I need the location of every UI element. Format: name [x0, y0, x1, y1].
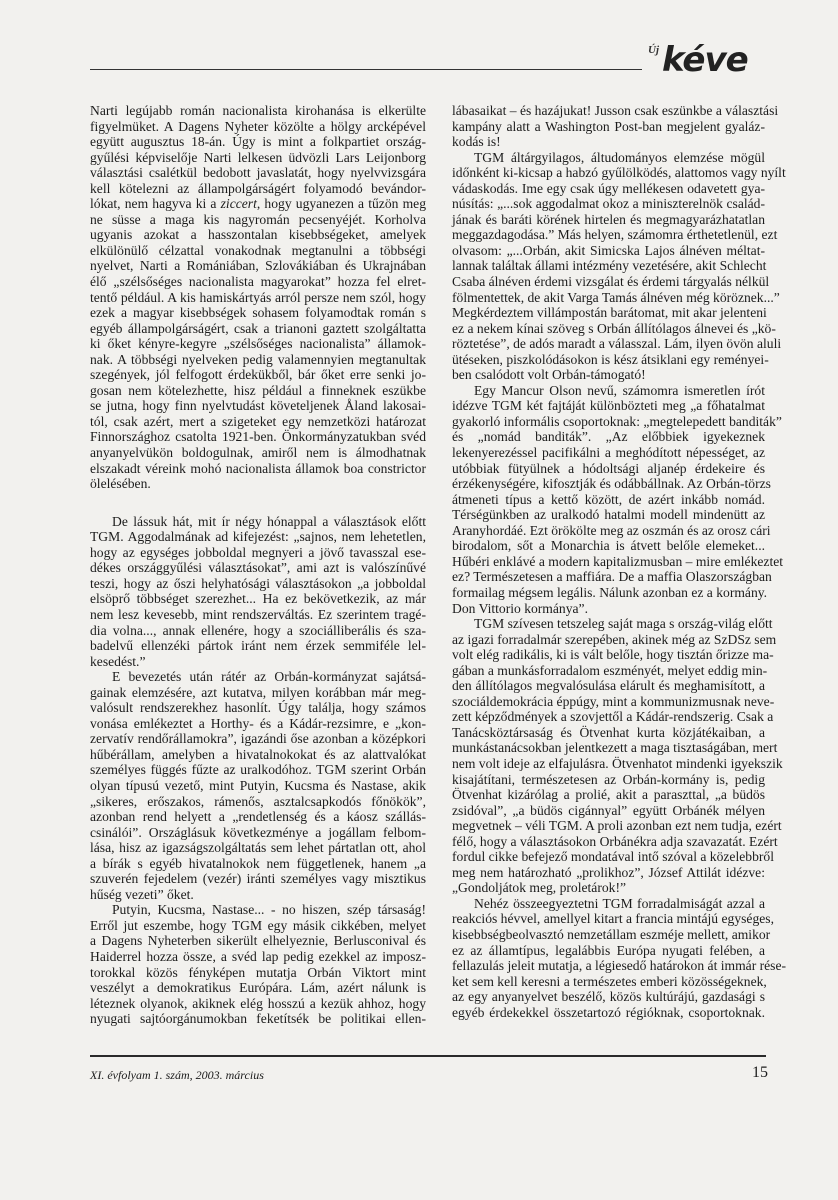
- paragraph: [452, 895, 787, 1020]
- text-line: Nehéz összeegyeztetni TGM forradalmiságát azzal a: [474, 895, 765, 911]
- text-line: gyakorló informális csoportoknak: „megtelepedett banditák”: [452, 413, 782, 429]
- text-segment: lókat, nem hagyva ki a: [90, 196, 221, 212]
- paragraph-gap: [90, 492, 426, 514]
- text-line: csinálói”. Országlásuk következménye a jogállam felbom-: [90, 824, 426, 840]
- text-line: anyanyelvükön boldogulnak, amiről nem is álmodhatnak: [90, 445, 426, 461]
- right-column: [452, 103, 787, 1020]
- text-line: se jutna, hogy finn nyelvtudást követeljenek Åland lakosai-: [90, 398, 426, 414]
- text-line: Don Vittorio kormánya”.: [452, 600, 588, 616]
- text-line: vonása emlékeztet a Horthy- és a Kádár-rezsimre, e „kon-: [90, 715, 426, 731]
- magazine-logo: [648, 40, 768, 80]
- text-line: kisebbségbeolvasztó nemzetállam eszméje mellett, amikor: [452, 926, 771, 942]
- text-line: lábasaikat – és hazájukat! Jusson csak eszünkbe a választási: [452, 103, 779, 118]
- text-line: elkülönülő célzattal vonakodnak megtanulni a többségi: [90, 242, 426, 258]
- text-line: időnként ki-kicsap a habzó gyűlölködés, alattomos vagy nyílt: [452, 165, 786, 181]
- text-line: ben csalódott volt Orbán-támogató!: [452, 367, 646, 383]
- text-line: ez a nekem kínai szöveg s Orbán állítólagos álnevei és „kö-: [452, 320, 776, 336]
- text-line: Finnországhoz csatolta 1921-ben. Önkormányzatukban svéd: [90, 429, 426, 445]
- text-line: szociáldemokrácia éppúgy, mint a kommunizmusnak neve-: [452, 693, 775, 709]
- logo-prefix: Új: [648, 44, 659, 56]
- paragraph: [90, 902, 426, 1026]
- paragraph: [452, 149, 786, 383]
- text-line: Narti legújabb román nacionalista kirohanása is elkerülte: [90, 103, 426, 118]
- text-line: jának és baráti körének hirtelen és megmagyarázhatatlan: [452, 211, 765, 227]
- text-line: E bevezetés után rátér az Orbán-kormányzat sajátsá-: [112, 669, 426, 685]
- text-line: reakciós hévvel, amellyel kitart a francia mintájú egységes,: [452, 911, 774, 927]
- text-line: tól, csak azért, mert a szigeteket egy nemzetközi határozat: [90, 413, 426, 429]
- text-line: kell kötelezni az állampolgárságért folyamodó bevándor-: [90, 180, 426, 196]
- text-line: lekenyerezéssel pacifikálni a meghódított népességet, az: [452, 445, 765, 461]
- text-line: meggazdagodása.” Más helyen, számomra érthetetlenül, ezt: [452, 227, 778, 243]
- paragraph: [90, 514, 426, 669]
- text-line: Erről jut eszembe, hogy TGM egy másik cikkében, melyet: [90, 917, 426, 933]
- text-line: ki őket kényre-kegyre „szélsőséges nacionalista” államok-: [90, 336, 426, 352]
- text-line: zsidóval”, „a büdös cigánnyal” együtt Orbánék mélyen: [452, 802, 765, 818]
- logo-title: kéve: [662, 40, 748, 80]
- text-line: egyéb állampolgárságért, csak a trianoni gaztett szolgáltatta: [90, 320, 426, 336]
- footer-rule: [90, 1055, 766, 1057]
- text-line: volt elég radikális, ki is vált belőle, hogy tisztán őrizze ma-: [452, 647, 774, 663]
- text-line: formailag mégsem legális. Nálunk azonban ez a kormány.: [452, 584, 768, 600]
- text-line: zett képződmények a szovjettől a Kádár-rendszerig. Csak a: [452, 709, 774, 725]
- paragraph: [452, 616, 783, 896]
- text-line: Hűbéri enklávé a modern kapitalizmusban – mire emlékeztet: [452, 553, 784, 569]
- text-line: átmeneti típus a kettő között, de azért inkább nomád.: [452, 491, 765, 507]
- text-line: kampány alatt a Washington Post-ban megjelent gyaláz-: [452, 118, 765, 134]
- text-line: utóbbiak fütyülnek a hódoltsági aljanép érdekeire és: [452, 460, 765, 476]
- text-line: „sikeres, erőszakos, rámenős, asztalcsapkodós főnökök”,: [90, 793, 426, 809]
- text-line: kodás is!: [452, 134, 501, 150]
- header-rule: [90, 69, 642, 70]
- text-line: De lássuk hát, mit ír négy hónappal a választások előtt: [112, 513, 426, 529]
- text-line: érzékenységére, kifosztják és odábbállnak. Az Orbán-törzs: [452, 476, 771, 492]
- text-line: [90, 196, 426, 212]
- text-line: elszakadt véreink mohó nacionalista államok boa constrictor: [90, 460, 426, 476]
- text-line: Megkérdeztem villámpostán barátomat, mit akar jelenteni: [452, 305, 767, 321]
- paragraph: [452, 382, 784, 616]
- text-line: megvetnek – véli TGM. A proli azonban ezt nem tudja, ezért: [452, 818, 782, 834]
- text-line: torokkal közös fényképen mutatja Orbán Viktort mint: [90, 964, 426, 980]
- text-line: Egy Mancur Olson nevű, számomra ismeretlen írót: [474, 382, 765, 398]
- text-line: TGM. Aggodalmának ad kifejezést: „sajnos, nem lehetetlen,: [90, 529, 426, 545]
- text-line: fölmentettek, de akit Varga Tamás álnéven még köröznek...”: [452, 289, 780, 305]
- text-line: den állítólagos megvalósulása elárult és meghamisított, a: [452, 678, 765, 694]
- text-line: gában a munkásforradalom eszményét, melyet eddig min-: [452, 662, 768, 678]
- text-line: hűség vezeti” őket.: [90, 886, 194, 902]
- text-line: és „nomád banditák”. „Az előbbiek igyekeznek: [452, 429, 765, 445]
- text-segment: , hogy ugyanezen a tűzön meg: [256, 196, 426, 212]
- text-line: szegények, jól felfogott érdekükből, bár őket erre senki jo-: [90, 367, 426, 383]
- text-line: nem volt ideje az elfajulásra. Ötvenhatot mindenki igyekszik: [452, 755, 783, 771]
- text-line: kisajátítani, természetesen az Orbán-kormány is, pedig: [452, 771, 765, 787]
- text-line: zervatív rendőrállamokra”, igazándi őse azonban a középkori: [90, 731, 426, 747]
- text-line: tentő például. A kis hamiskártyás arról persze nem szól, hogy: [90, 289, 426, 305]
- text-line: hogy az egységes jobboldal megnyeri a jövő tavasszal ese-: [90, 544, 426, 560]
- text-line: gyűlési képviselője Narti lelkesen üdvözli Lars Leijonborg: [90, 149, 426, 165]
- text-line: Haiderrel hozza össze, a svéd lap pedig ezekkel az imposz-: [90, 948, 426, 964]
- text-line: lása, hisz az igazságszolgáltatás sem lehet pártatlan ott, ahol: [90, 840, 426, 856]
- text-line: meg nem határozható „prolikhoz”, József Attilát idézve:: [452, 864, 765, 880]
- text-line: léteznek olyanok, akiknek elég hosszú a kezük ahhoz, hogy: [90, 995, 426, 1011]
- text-line: ütéseken, piszkolódásokon is kész átsiklani egy reményei-: [452, 351, 769, 367]
- text-line: gosan nem kötelezhette, hisz például a finneknek eszükbe: [90, 382, 426, 398]
- issue-info: XI. évfolyam 1. szám, 2003. március: [90, 1068, 264, 1082]
- text-line: TGM szívesen tetszeleg saját maga s ország-világ előtt: [474, 616, 773, 632]
- text-line: veszélyt a demokratikus Európára. Lám, azért nálunk is: [90, 980, 426, 996]
- text-line: azonban rend helyett a „rendetlenség és a káosz szállás-: [90, 809, 426, 825]
- text-line: a Dagens Nyheterben sikerült elhelyeznie, Berlusconival és: [90, 933, 426, 949]
- text-line: nak. A többségi nyelveken pedig valamennyien megtanultak: [90, 351, 426, 367]
- text-line: Aranyhordáé. Ezt örökölte meg az oszmán és az orosz cári: [452, 522, 771, 538]
- text-line: ez az államtípus, legalábbis Európa nyugati felében, a: [452, 942, 765, 958]
- emphasized-word: ziccert: [220, 196, 257, 212]
- text-line: nyugati sajtóorgánumokban feketítsék be politikai ellen-: [90, 1011, 426, 1027]
- text-line: teszi, hogy az őszi helyhatósági választásokon „a jobboldal: [90, 575, 426, 591]
- text-line: Tanácsköztársaság és Ötvenhat kurta közjátékaiban, a: [452, 724, 765, 740]
- text-line: fellazulás jeleit mutatja, a légiesedő határokon át immár rése-: [452, 958, 787, 974]
- text-line: figyelmüket. A Dagens Nyheter közölte a hölgy arcképével: [90, 118, 426, 134]
- text-line: „Gondoljátok meg, proletárok!”: [452, 880, 627, 896]
- text-line: Csaba álnéven érdemi vizsgálat és érdemi tárgyalás nélkül: [452, 274, 770, 290]
- text-line: badelvű ellenzéki pártok iránt nem érzek semmiféle lel-: [90, 638, 426, 654]
- text-line: az egy anyanyelvet beszélő, közös kultúrájú, gazdasági s: [452, 989, 765, 1005]
- text-line: nem lesz kevesebb, mint rendszerváltás. Ez szerintem tragé-: [90, 606, 426, 622]
- text-line: félő, hogy a választásokon Orbánékra adja szavazatát. Ezért: [452, 833, 778, 849]
- text-line: kesedést.”: [90, 653, 146, 669]
- text-line: dia volna..., annak ellenére, hogy a szociálliberális és sza-: [90, 622, 426, 638]
- text-line: ket sem kell keresni a természetes emberi közösségeknek,: [452, 973, 767, 989]
- text-line: röztetése”, de adós maradt a válasszal. Lám, ilyen övön aluli: [452, 336, 782, 352]
- text-line: együtt augusztus 18-án. Úgy is mint a folkpartiet ország-: [90, 134, 426, 150]
- text-line: olvasom: „...Orbán, akit Simicska Lajos álnéven méltat-: [452, 242, 765, 258]
- paragraph: [90, 669, 426, 902]
- text-line: hűbérállam, amelyben a hivatalnokokat és az alattvalókat: [90, 746, 426, 762]
- text-line: nyelvet, Narti a Romániában, Szlovákiában és Ukrajnában: [90, 258, 426, 274]
- text-line: a bírák s egyéb hivatalnokok nem függetlenek, hanem „a: [90, 855, 426, 871]
- text-line: olyan típusú vezető, mint Putyin, Kucsma és Nastase, akik: [90, 777, 426, 793]
- text-line: elsöprő többséget szerezhet... Ha ez bekövetkezik, az már: [90, 591, 426, 607]
- text-line: szuverén fejedelem (vezér) iránti személyes vagy misztikus: [90, 871, 426, 887]
- text-line: vádaskodás. Ime egy csak úgy mellékesen odavetett gya-: [452, 180, 765, 196]
- text-line: ne süsse a maga kis nagyromán pecsenyéjét. Korholva: [90, 211, 426, 227]
- text-line: élő „szélsőséges nacionalista magyarokat” hozza fel elret-: [90, 274, 426, 290]
- text-line: az igazi forradalmár szerepében, akinek még az SzDSz sem: [452, 631, 777, 647]
- text-line: ugyanis azokat a hasszontalan kisebbségeket, amelyek: [90, 227, 426, 243]
- text-line: fordul cikke befejező mondatával intő szóval a közelebbről: [452, 849, 774, 865]
- text-line: idézve TGM két fajtáját különbözteti meg „a főhatalmat: [452, 398, 765, 414]
- text-line: lannak találtak állami intézmény vezetésére, akit Schlecht: [452, 258, 767, 274]
- paragraph: [452, 103, 779, 150]
- text-line: ölelésében.: [90, 476, 151, 492]
- text-line: Ötvenhat kizárólag a prolié, akit a paraszttal, „a büdös: [452, 787, 765, 803]
- text-line: ez? Természetesen a maffiára. De a maffia Olaszországban: [452, 569, 772, 585]
- text-line: Térségünkben az uralkodó hatalmi modell mindenütt az: [452, 507, 765, 523]
- text-line: valósult rendszerekhez hasonlít. Úgy találja, hogy számos: [90, 700, 426, 716]
- page-number: 15: [752, 1064, 768, 1081]
- text-line: Putyin, Kucsma, Nastase... - no hiszen, szép társaság!: [112, 902, 426, 918]
- text-line: dékes országgyűlési választásokat”, ami azt is valószínűvé: [90, 560, 426, 576]
- text-line: munkástanácsokban jelentkezett a maga tisztaságában, mert: [452, 740, 778, 756]
- text-line: választási csalétkül bedobott javaslatát, hogy nyelvvizsgára: [90, 165, 426, 181]
- text-line: egyéb érdekekkel összetartozó régióknak, csoportoknak.: [452, 1004, 765, 1020]
- text-line: ezek a magyar kisebbségek sohasem folyamodtak román s: [90, 305, 426, 321]
- text-line: birodalom, sőt a Monarchia is átvett belőle elemeket...: [452, 538, 765, 554]
- left-column: [90, 103, 426, 1027]
- text-line: gainak elemzésére, azt kutatva, milyen korábban már meg-: [90, 684, 426, 700]
- paragraph: [90, 103, 426, 492]
- text-line: núsítás: „...sok aggodalmat okoz a miniszterelnök család-: [452, 196, 765, 212]
- text-line: személyes függés fűzte az uralkodóhoz. TGM szerint Orbán: [90, 762, 426, 778]
- text-line: TGM áltárgyilagos, áltudományos elemzése mögül: [474, 149, 765, 165]
